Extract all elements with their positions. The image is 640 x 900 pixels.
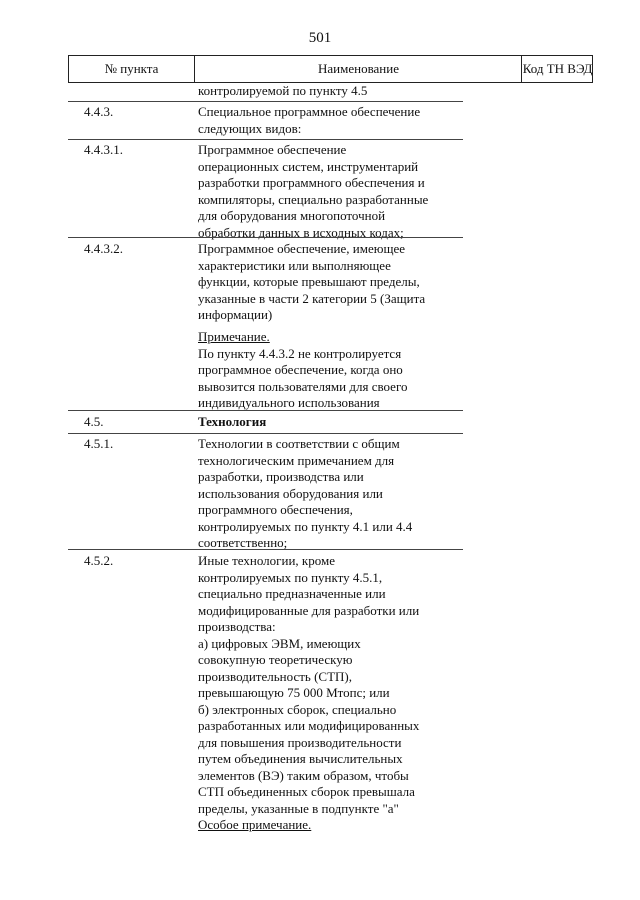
text-line: производства: <box>198 619 276 634</box>
row-separator <box>68 237 463 238</box>
row-separator <box>68 433 463 434</box>
text-line: вывозится пользователями для своего <box>198 378 408 394</box>
text-line: программное обеспечение, когда оно <box>198 362 403 377</box>
text-line: превышающую 75 000 Мтопс; или <box>198 685 390 700</box>
text-line: разработки программного обеспечения и <box>198 175 425 190</box>
item-text <box>198 142 463 241</box>
text-line: компиляторы, специально разработанные <box>198 191 429 207</box>
special-note: Особое примечание. <box>198 817 312 832</box>
text-line: разработанных или модифицированных <box>198 718 420 733</box>
text-line: контролируемых по пункту 4.1 или 4.4 <box>198 518 413 534</box>
text-line: информации) <box>198 307 273 322</box>
item-text <box>198 241 463 324</box>
text-line: разработки, производства или <box>198 469 364 484</box>
text-line: Программное обеспечение, имеющее <box>198 241 405 256</box>
row-separator <box>68 139 463 140</box>
text-line: указанные в части 2 категории 5 (Защита <box>198 290 426 306</box>
text-line: Специальное программное обеспечение <box>198 104 421 119</box>
text-line: СТП объединенных сборок превышала <box>198 784 415 799</box>
text-line: для повышения производительности <box>198 734 402 750</box>
text-line: специально предназначенные или <box>198 586 386 601</box>
item-number: 4.5.1. <box>84 436 114 451</box>
text-line: использования оборудования или <box>198 485 383 501</box>
text-line: производительность (СТП), <box>198 668 352 684</box>
item-number: 4.5.2. <box>84 553 114 568</box>
text-line: путем объединения вычислительных <box>198 751 403 766</box>
text-line: пределы, указанные в подпункте "а" <box>198 800 399 816</box>
item-text <box>198 553 463 834</box>
header-code: Код ТН ВЭД <box>521 56 593 82</box>
item-text <box>198 104 463 137</box>
header-number: № пункта <box>104 61 159 76</box>
page-number: 501 <box>308 30 332 46</box>
text-line: программного обеспечения, <box>198 502 353 517</box>
item-text <box>198 414 463 431</box>
text-line: элементов (ВЭ) таким образом, чтобы <box>198 767 409 783</box>
text-line: контролируемых по пункту 4.5.1, <box>198 569 383 585</box>
text-line: контролируемой по пункту 4.5 <box>198 83 368 98</box>
text-line: функции, которые превышают пределы, <box>198 274 420 289</box>
text-line: индивидуального использования <box>198 395 380 410</box>
item-number: 4.4.3. <box>84 104 114 119</box>
text-line: характеристики или выполняющее <box>198 257 391 273</box>
row-separator <box>68 101 463 102</box>
row-separator <box>68 410 463 411</box>
text-line: Технологии в соответствии с общим <box>198 436 400 451</box>
header-name: Наименование <box>194 56 522 82</box>
note-text <box>198 329 463 412</box>
text-line: б) электронных сборок, специально <box>198 701 397 717</box>
text-line: для оборудования многопоточной <box>198 208 386 223</box>
item-text <box>198 436 463 552</box>
item-number: 4.4.3.2. <box>84 241 123 256</box>
note-title: Примечание. <box>198 329 270 344</box>
text-line: а) цифровых ЭВМ, имеющих <box>198 635 361 651</box>
continuation-text <box>198 83 463 100</box>
text-line: модифицированные для разработки или <box>198 602 420 618</box>
item-number: 4.5. <box>84 414 104 429</box>
text-line: По пункту 4.4.3.2 не контролируется <box>198 345 402 361</box>
section-heading: Технология <box>198 414 267 429</box>
text-line: операционных систем, инструментарий <box>198 158 419 174</box>
row-separator <box>68 549 463 550</box>
text-line: следующих видов: <box>198 120 302 136</box>
text-line: совокупную теоретическую <box>198 652 353 667</box>
text-line: соответственно; <box>198 535 288 550</box>
text-line: обработки данных в исходных кодах; <box>198 224 404 240</box>
item-number: 4.4.3.1. <box>84 142 123 157</box>
text-line: технологическим примечанием для <box>198 452 395 468</box>
text-line: Иные технологии, кроме <box>198 553 335 568</box>
text-line: Программное обеспечение <box>198 142 347 157</box>
